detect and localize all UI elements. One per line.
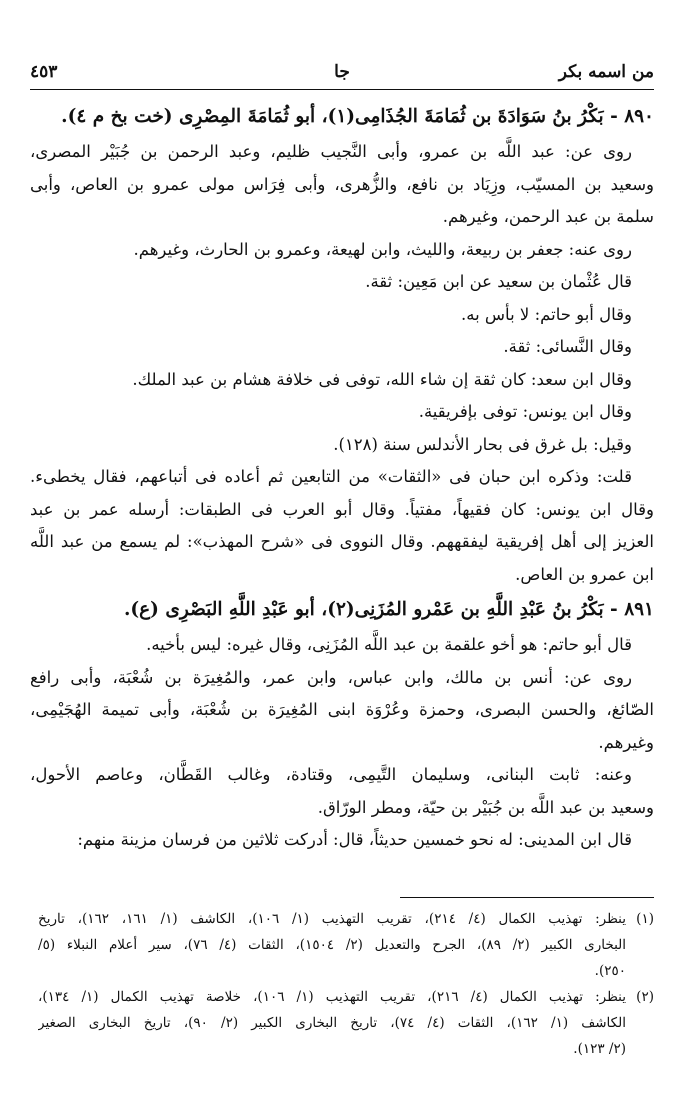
text-line: روى عنه: جعفر بن ربيعة، والليث، وابن لهيعة، وعمرو بن الحارث، وغيرهم. (133, 239, 632, 259)
text-line: وعنه: ثابت البنانى، وسليمان التَّيمِى، وقتادة، وغالب القَطَّان، وعاصم الأحول، (30, 765, 632, 784)
footnote-line: ٢٥٠). (594, 963, 626, 979)
footnote-1 (38, 906, 654, 984)
main-text (30, 98, 654, 857)
footnote-line: البخارى الكبير (٢/ ٨٩)، الجرح والتعديل (٢/ ١٥٠٤)، الثقات (٤/ ٧٦)، سير أعلام النبلاء (٥/ (38, 937, 627, 953)
text-line: وقيل: بل غرق فى بحار الأندلس سنة (١٢٨). (333, 434, 632, 454)
footnote-line: الكاشف (١/ ١٦٢)، الثقات (٤/ ٧٤)، تاريخ البخارى الكبير (٢/ ٩٠)، تاريخ البخارى الصغير (38, 1015, 626, 1031)
text-line: وقال ابن يونس: كان فقيهاً، مفتياً. وقال أبو العرب فى الطبقات: أرسله عمر بن عبد (30, 499, 654, 519)
text-line: وقال النَّسائى: ثقة. (503, 337, 632, 356)
text-line: قلت: وذكره ابن حبان فى «الثقات» من التابعين ثم أعاده فى أتباعهم، فقال يخطىء. (30, 467, 632, 486)
text-line: وقال ابن سعد: كان ثقة إن شاء الله، توفى فى خلافة هشام بن عبد الملك. (132, 369, 632, 389)
text-line: وغيرهم. (598, 732, 654, 752)
text-line: قال ابن المدينى: له نحو خمسين حديثاً، قال: أدركت ثلاثين من فرسان مزينة منهم: (77, 830, 632, 849)
text-line: ابن عمرو بن العاص. (515, 564, 654, 584)
footnote-line: (٢)ينظر: تهذيب الكمال (٤/ ٢١٦)، تقريب التهذيب (١/ ١٠٦)، خلاصة تهذيب الكمال (١/ ١٣٤)، (38, 984, 654, 1010)
volume-label: جا (334, 62, 350, 82)
text-line: وقال ابن يونس: توفى بإفريقية. (418, 402, 632, 421)
footnote-2 (38, 984, 654, 1062)
text-line: وسعيد بن المسيّب، وزِيَاد بن نافع، والزُّهرى، وأبى فِرَاس مولى عمرو بن العاص، وأبى (30, 174, 654, 194)
header-title: من اسمه بكر (558, 62, 654, 82)
footnote-number: (٢) (636, 989, 654, 1005)
footnote-line: (١)ينظر: تهذيب الكمال (٤/ ٢١٤)، تقريب التهذيب (١/ ١٠٦)، الكاشف (١/ ١٦١، ١٦٢)، تاريخ (38, 906, 654, 932)
text-line: قال أبو حاتم: هو أخو علقمة بن عبد اللَّه المُزَنِى، وقال غيره: ليس بأخيه. (146, 635, 632, 654)
header-divider (30, 89, 654, 90)
footnote-line: (٢/ ١٢٣). (573, 1041, 626, 1057)
text-line: وسعيد بن عبد اللَّه بن جُبَيْر بن حيّة، ومطر الورّاق. (317, 797, 654, 817)
footnote-number: (١) (636, 911, 654, 927)
text-line: روى عن: عبد اللَّه بن عمرو، وأبى النَّجيب ظليم، وعبد الرحمن بن جُبَيْر المصرى، (30, 142, 632, 161)
footnote-divider (400, 897, 654, 898)
text-line: الصّائغ، والحسن البصرى، وحمزة وعُرْوَة ابنى المُغِيرَة بن شُعْبَة، وأبى تميمة الهُجَيْمِى، (30, 700, 654, 719)
text-line: سلمة بن عبد الرحمن، وغيرهم. (442, 207, 654, 226)
entry-heading-890: ٨٩٠ - بَكْرُ بنُ سَوَادَةَ بن ثُمَامَةَ الجُذَامِى(١)، أبو ثُمَامَةَ المِصْرِى (خت بخ م ٤). (61, 106, 654, 127)
footnotes (38, 906, 654, 1062)
text-line: العزيز إلى أهل إفريقية ليفقههم. وقال النووى فى «شرح المهذب»: لم يسمع من عبد اللَّه (30, 532, 654, 551)
text-line: وقال أبو حاتم: لا بأس به. (460, 304, 632, 324)
running-header (30, 56, 654, 86)
page-number: ٤٥٣ (30, 62, 58, 82)
text-line: روى عن: أنس بن مالك، وابن عباس، وابن عمر، والمُغِيرَة بن شُعْبَة، وأبى رافع (30, 667, 632, 687)
entry-heading-891: ٨٩١ - بَكْرُ بنُ عَبْدِ اللَّهِ بن عَمْرو المُزَنِى(٢)، أبو عَبْدِ اللَّهِ البَصْرِى (ع). (123, 599, 654, 620)
text-line: قال عُثْمان بن سعيد عن ابن مَعِين: ثقة. (365, 272, 632, 291)
